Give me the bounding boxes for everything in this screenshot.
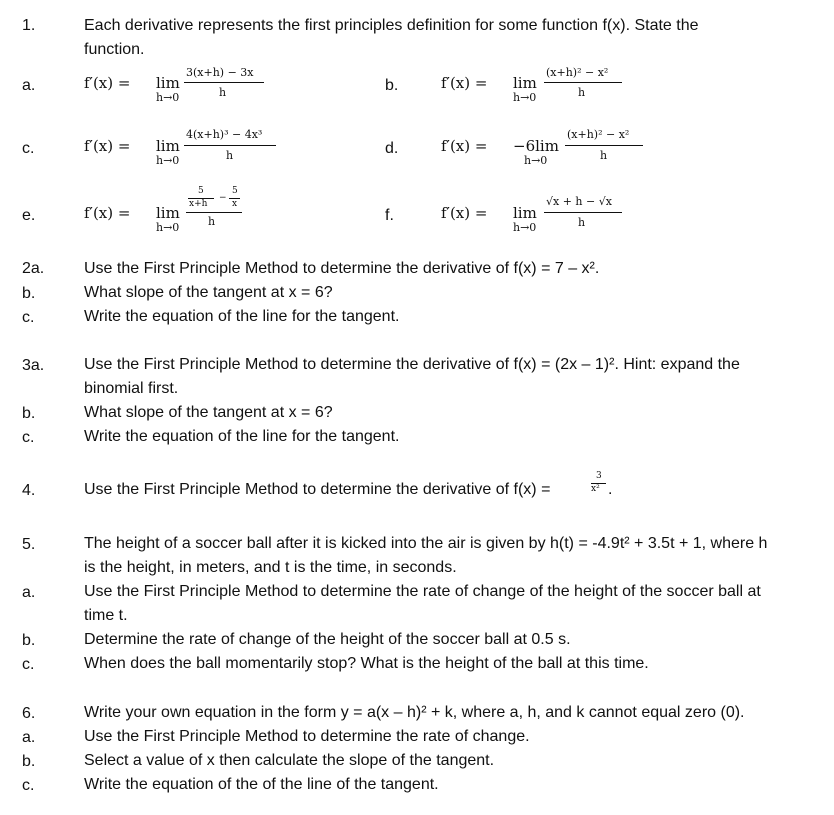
q1f-numerator: √x + h − √x [546,195,612,208]
q3c-label: c. [22,429,35,446]
q1f-fraction-bar [544,212,622,213]
q1a-denominator: h [219,86,227,99]
q1d-lhs: f′(x) = [441,137,488,155]
q5-text-line1: The height of a soccer ball after it is kicked into the air is given by h(t) = -4.9t² + 3.5t + 1, where h [84,535,768,552]
q1b-lhs: f′(x) = [441,74,488,92]
q1a-numerator: 3(x+h) − 3x [186,66,254,79]
q4-frac-top: 3 [596,471,602,481]
q1b-label: b. [385,77,399,94]
q1b-denominator: h [578,86,586,99]
q2a-text: Use the First Principle Method to determine the derivative of f(x) = 7 – x². [84,260,600,277]
q1e-lhs: f′(x) = [84,204,131,222]
q1d-denominator: h [600,149,608,162]
q6a-text: Use the First Principle Method to determine the rate of change. [84,728,530,745]
q4-period: . [608,481,613,498]
q1e-inner-a-top: 5 [198,186,204,196]
q1b-lim-sub: h→0 [513,91,537,104]
q5b-label: b. [22,632,36,649]
q4-label: 4. [22,482,36,499]
q1-number: 1. [22,17,36,34]
q1c-label: c. [22,140,35,157]
q4-frac-bottom: x² [591,484,600,494]
q1a-fraction-bar [184,82,264,83]
q1f-denominator: h [578,216,586,229]
q1a-lhs: f′(x) = [84,74,131,92]
q5-text-line2: is the height, in meters, and t is the time, in seconds. [84,559,457,576]
q1a-lim: lim [156,74,180,92]
q6b-label: b. [22,753,36,770]
q1b-fraction-bar [544,82,622,83]
q3a-text-line2: binomial first. [84,380,179,397]
q5c-label: c. [22,656,35,673]
q6c-label: c. [22,777,35,794]
q1d-lim: −6lim [513,137,559,155]
q4-text: Use the First Principle Method to determine the derivative of f(x) = [84,481,551,498]
q1f-lhs: f′(x) = [441,204,488,222]
q5c-text: When does the ball momentarily stop? What is the height of the ball at this time. [84,655,649,672]
q1e-lim-sub: h→0 [156,221,180,234]
q1-instruction-line1: Each derivative represents the first principles definition for some function f(x). State the [84,17,699,34]
q1e-inner-minus: − [219,193,227,203]
q1e-denominator: h [208,215,216,228]
q1e-inner-b-bottom: x [232,199,238,209]
q1c-lhs: f′(x) = [84,137,131,155]
q1b-numerator: (x+h)² − x² [546,66,609,79]
q3c-text: Write the equation of the line for the tangent. [84,428,400,445]
q1d-fraction-bar [565,145,643,146]
q1c-lim-sub: h→0 [156,154,180,167]
q1e-lim: lim [156,204,180,222]
q6a-label: a. [22,729,36,746]
q6-label: 6. [22,705,36,722]
q3b-text: What slope of the tangent at x = 6? [84,404,333,421]
q5a-label: a. [22,584,36,601]
q5a-text-line2: time t. [84,607,128,624]
q6-text: Write your own equation in the form y = a(x – h)² + k, where a, h, and k cannot equal zero (0). [84,704,745,721]
q1d-lim-sub: h→0 [524,154,548,167]
q1e-label: e. [22,207,36,224]
q1a-label: a. [22,77,36,94]
q2b-text: What slope of the tangent at x = 6? [84,284,333,301]
q2c-text: Write the equation of the line for the tangent. [84,308,400,325]
q1b-lim: lim [513,74,537,92]
q5-label: 5. [22,536,36,553]
q6c-text: Write the equation of the of the line of the tangent. [84,776,439,793]
q1e-fraction-bar [186,212,242,213]
q5b-text: Determine the rate of change of the height of the soccer ball at 0.5 s. [84,631,571,648]
q1a-lim-sub: h→0 [156,91,180,104]
q2c-label: c. [22,309,35,326]
q1c-fraction-bar [184,145,276,146]
q3a-text-line1: Use the First Principle Method to determine the derivative of f(x) = (2x – 1)². Hint: expand the [84,356,740,373]
q5a-text-line1: Use the First Principle Method to determine the rate of change of the height of the soccer ball at [84,583,761,600]
q1c-numerator: 4(x+h)³ − 4x³ [186,128,263,141]
q1d-label: d. [385,140,399,157]
q1c-denominator: h [226,149,234,162]
q6b-text: Select a value of x then calculate the slope of the tangent. [84,752,495,769]
q1f-label: f. [385,207,394,224]
q2b-label: b. [22,285,36,302]
q1c-lim: lim [156,137,180,155]
q3b-label: b. [22,405,36,422]
q1f-lim: lim [513,204,537,222]
q1d-numerator: (x+h)² − x² [567,128,630,141]
q3a-label: 3a. [22,357,45,374]
q1f-lim-sub: h→0 [513,221,537,234]
q1e-inner-a-bottom: x+h [189,199,208,209]
q1-instruction-line2: function. [84,41,145,58]
q1e-inner-b-top: 5 [232,186,238,196]
q2a-label: 2a. [22,260,45,277]
